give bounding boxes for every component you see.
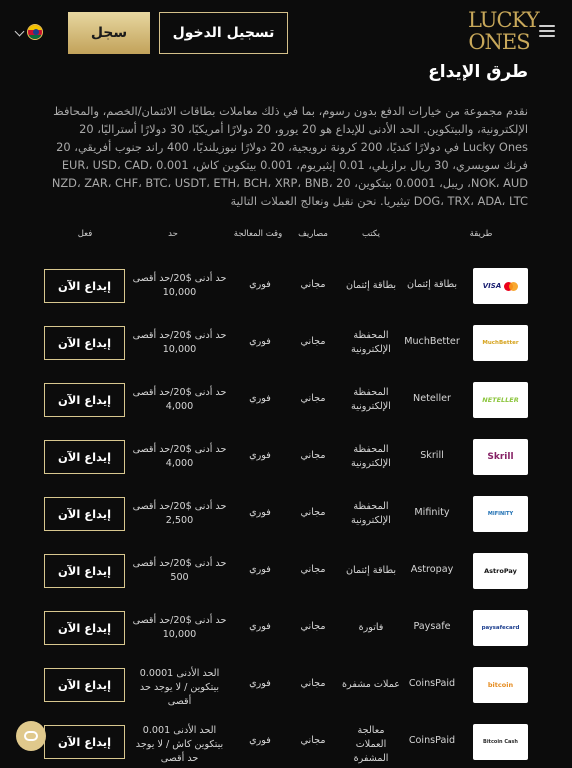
deposit-limit: حد أدنى $20/حد أقصى 10,000 bbox=[132, 273, 227, 298]
table-row bbox=[0, 667, 572, 724]
header-method: طريقة bbox=[469, 229, 493, 239]
table-row bbox=[0, 553, 572, 610]
method-fee: مجاني bbox=[300, 678, 326, 689]
deposit-now-button[interactable]: إيداع الآن bbox=[44, 269, 125, 303]
deposit-limit: حد أدنى $20/حد أقصى 2,500 bbox=[132, 501, 227, 526]
chevron-down-icon bbox=[15, 27, 25, 37]
method-name: CoinsPaid bbox=[408, 735, 456, 746]
deposit-now-button[interactable]: إيداع الآن bbox=[44, 611, 125, 645]
processing-time: فوري bbox=[249, 393, 271, 404]
visa-mastercard-logo bbox=[473, 268, 528, 304]
logo-text: Skrill bbox=[487, 452, 514, 462]
deposit-now-button[interactable]: إيداع الآن bbox=[44, 440, 125, 474]
method-type: فاتورة bbox=[358, 622, 384, 633]
bitcoin-cash-logo bbox=[473, 724, 528, 760]
deposit-limit: حد أدنى $20/حد أقصى 10,000 bbox=[132, 330, 227, 355]
method-fee: مجاني bbox=[300, 621, 326, 632]
flag-icon bbox=[27, 24, 43, 40]
table-row bbox=[0, 382, 572, 439]
logo-text: AstroPay bbox=[484, 567, 517, 575]
header-processing-time: وقت المعالجة bbox=[233, 229, 283, 239]
processing-time: فوري bbox=[249, 507, 271, 518]
processing-time: فوري bbox=[249, 279, 271, 290]
astropay-logo bbox=[473, 553, 528, 589]
table-row bbox=[0, 724, 572, 768]
chat-button[interactable] bbox=[16, 721, 46, 751]
processing-time: فوري bbox=[249, 678, 271, 689]
logo-line-2: ONES bbox=[468, 30, 530, 54]
method-type: المحفظة الإلكترونية bbox=[351, 330, 391, 355]
method-name: MuchBetter bbox=[404, 336, 460, 347]
table-row bbox=[0, 610, 572, 667]
method-name: Paysafe bbox=[413, 621, 451, 632]
method-type: المحفظة الإلكترونية bbox=[351, 444, 391, 469]
deposit-limit: حد أدنى $20/حد أقصى 500 bbox=[132, 558, 227, 583]
login-button[interactable]: تسجيل الدخول bbox=[159, 12, 288, 54]
header-fees: مصاريف bbox=[298, 229, 328, 239]
processing-time: فوري bbox=[249, 564, 271, 575]
skrill-logo bbox=[473, 439, 528, 475]
table-row bbox=[0, 496, 572, 553]
page-description: نقدم مجموعة من خيارات الدفع بدون رسوم، بما في ذلك معاملات بطاقات الائتمان/الخصم، والمحافظ الإلكترونية، والبيتكوين. الحد الأدنى للإيداع هو 20 يورو، 20 دولارًا أمريكيًا، 30 دولارًا أستراليًا، 20 Lucky Ones في دولارًا كنديًا، 200 كرونة نرويجية، 20 دولارًا نيوزيلنديًا، 400 راند جنوب أفريقي، 20 فرنك سويسري، 30 ريال برازيلي، 0.01 إيثيريوم، 0.001 بيتكوين كاش، 0.001 EUR، USD، CAD، NOK، AUD، ريبل، 0.0001 بيتكوين، 20 NZD، ZAR، CHF، BTC، USDT، ETH، BCH، XRP، BNB، DOG، TRX، ADA، LTC تيثيريا. نحن نقبل ونعالج العملات التالية bbox=[51, 104, 528, 208]
deposit-limit: الحد الأدنى 0.0001 بيتكوين / لا يوجد حد أقصى bbox=[139, 668, 220, 707]
header-action: فعل bbox=[77, 229, 93, 239]
method-fee: مجاني bbox=[300, 564, 326, 575]
table-row bbox=[0, 268, 572, 325]
processing-time: فوري bbox=[249, 621, 271, 632]
deposit-limit: الحد الأدنى 0.001 بيتكوين كاش / لا يوجد حد أقصى bbox=[135, 725, 224, 764]
method-fee: مجاني bbox=[300, 735, 326, 746]
deposit-limit: حد أدنى $20/حد أقصى 4,000 bbox=[132, 387, 227, 412]
method-name: CoinsPaid bbox=[408, 678, 456, 689]
logo-text: bitcoin bbox=[487, 681, 514, 689]
deposit-now-button[interactable]: إيداع الآن bbox=[44, 554, 125, 588]
deposit-now-button[interactable]: إيداع الآن bbox=[44, 668, 125, 702]
logo-text: MuchBetter bbox=[482, 340, 519, 346]
header-type: يكتب bbox=[362, 229, 380, 239]
processing-time: فوري bbox=[249, 336, 271, 347]
brand-logo[interactable] bbox=[468, 8, 539, 55]
language-selector[interactable] bbox=[14, 23, 48, 41]
logo-text: MIFINITY bbox=[487, 511, 514, 517]
deposit-now-button[interactable]: إيداع الآن bbox=[44, 326, 125, 360]
method-name: بطاقة إئتمان bbox=[407, 279, 457, 290]
logo-text: paysafecard bbox=[481, 625, 520, 631]
chat-icon bbox=[24, 731, 38, 741]
menu-icon[interactable] bbox=[539, 24, 555, 38]
paysafecard-logo bbox=[473, 610, 528, 646]
deposit-now-button[interactable]: إيداع الآن bbox=[44, 383, 125, 417]
deposit-now-button[interactable]: إيداع الآن bbox=[44, 497, 125, 531]
method-type: عملات مشفرة bbox=[342, 679, 400, 690]
table-row bbox=[0, 325, 572, 382]
top-header bbox=[0, 0, 572, 63]
processing-time: فوري bbox=[249, 735, 271, 746]
header-limit: حد bbox=[168, 229, 178, 239]
register-button[interactable]: سجل bbox=[68, 12, 150, 54]
method-fee: مجاني bbox=[300, 507, 326, 518]
mifinity-logo bbox=[473, 496, 528, 532]
method-type: معالجة العملات المشفرة bbox=[353, 725, 389, 764]
method-fee: مجاني bbox=[300, 450, 326, 461]
logo-text: NETELLER bbox=[482, 396, 519, 404]
method-type: المحفظة الإلكترونية bbox=[351, 501, 391, 526]
logo-line-1: LUCKY bbox=[468, 8, 539, 32]
processing-time: فوري bbox=[249, 450, 271, 461]
logo-text: Bitcoin Cash bbox=[483, 739, 518, 745]
method-type: بطاقة إئتمان bbox=[346, 565, 396, 576]
method-type: بطاقة إئتمان bbox=[346, 280, 396, 291]
method-fee: مجاني bbox=[300, 336, 326, 347]
method-name: Neteller bbox=[413, 393, 451, 404]
method-fee: مجاني bbox=[300, 393, 326, 404]
neteller-logo bbox=[473, 382, 528, 418]
method-name: Astropay bbox=[410, 564, 454, 575]
deposit-limit: حد أدنى $20/حد أقصى 10,000 bbox=[132, 615, 227, 640]
table-row bbox=[0, 439, 572, 496]
page-title: طرق الإيداع bbox=[428, 62, 528, 82]
method-fee: مجاني bbox=[300, 279, 326, 290]
deposit-limit: حد أدنى $20/حد أقصى 4,000 bbox=[132, 444, 227, 469]
method-name: Mifinity bbox=[414, 507, 450, 518]
visa-logo-text: VISA bbox=[482, 282, 502, 290]
muchbetter-logo bbox=[473, 325, 528, 361]
method-name: Skrill bbox=[420, 450, 444, 461]
bitcoin-logo bbox=[473, 667, 528, 703]
method-type: المحفظة الإلكترونية bbox=[351, 387, 391, 412]
deposit-now-button[interactable]: إيداع الآن bbox=[44, 725, 125, 759]
